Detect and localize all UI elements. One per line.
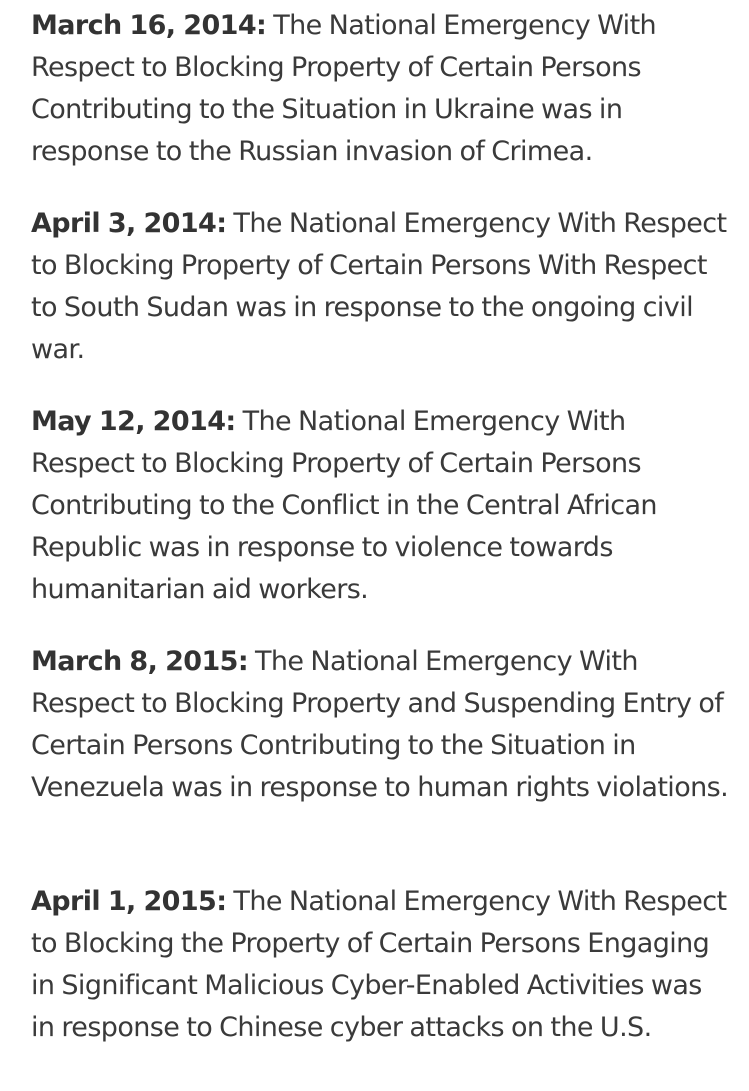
entry-date: April 1, 2015: bbox=[31, 886, 227, 917]
timeline-entry bbox=[31, 641, 731, 809]
entry-date: April 3, 2014: bbox=[31, 208, 227, 239]
entry-date: March 16, 2014: bbox=[31, 10, 267, 41]
timeline-entry bbox=[31, 401, 731, 611]
timeline-entry bbox=[31, 203, 731, 371]
timeline-entry bbox=[31, 5, 731, 173]
timeline-entry bbox=[31, 881, 731, 1049]
entry-date: May 12, 2014: bbox=[31, 406, 236, 437]
entry-text: The National Emergency With Respect to Blocking Property and Suspending Entry of Certain Persons Contributing to the Situation in Venezuela was in response to human rights violations. bbox=[31, 646, 729, 803]
entry-text: The National Emergency With Respect to Blocking the Property of Certain Persons Engaging in Significant Malicious Cyber-Enabled Activities was in response to Chinese cyber attacks on the U.S. bbox=[31, 886, 727, 1043]
entry-text: The National Emergency With Respect to Blocking Property of Certain Persons Contributing to the Situation in Ukraine was in response to the Russian invasion of Crimea. bbox=[31, 10, 657, 167]
entry-date: March 8, 2015: bbox=[31, 646, 249, 677]
entry-text: The National Emergency With Respect to Blocking Property of Certain Persons Contributing to the Conflict in the Central African Republic was in response to violence towards humanitarian aid workers. bbox=[31, 406, 657, 605]
entry-text: The National Emergency With Respect to Blocking Property of Certain Persons With Respect to South Sudan was in response to the ongoing civil war. bbox=[31, 208, 727, 365]
